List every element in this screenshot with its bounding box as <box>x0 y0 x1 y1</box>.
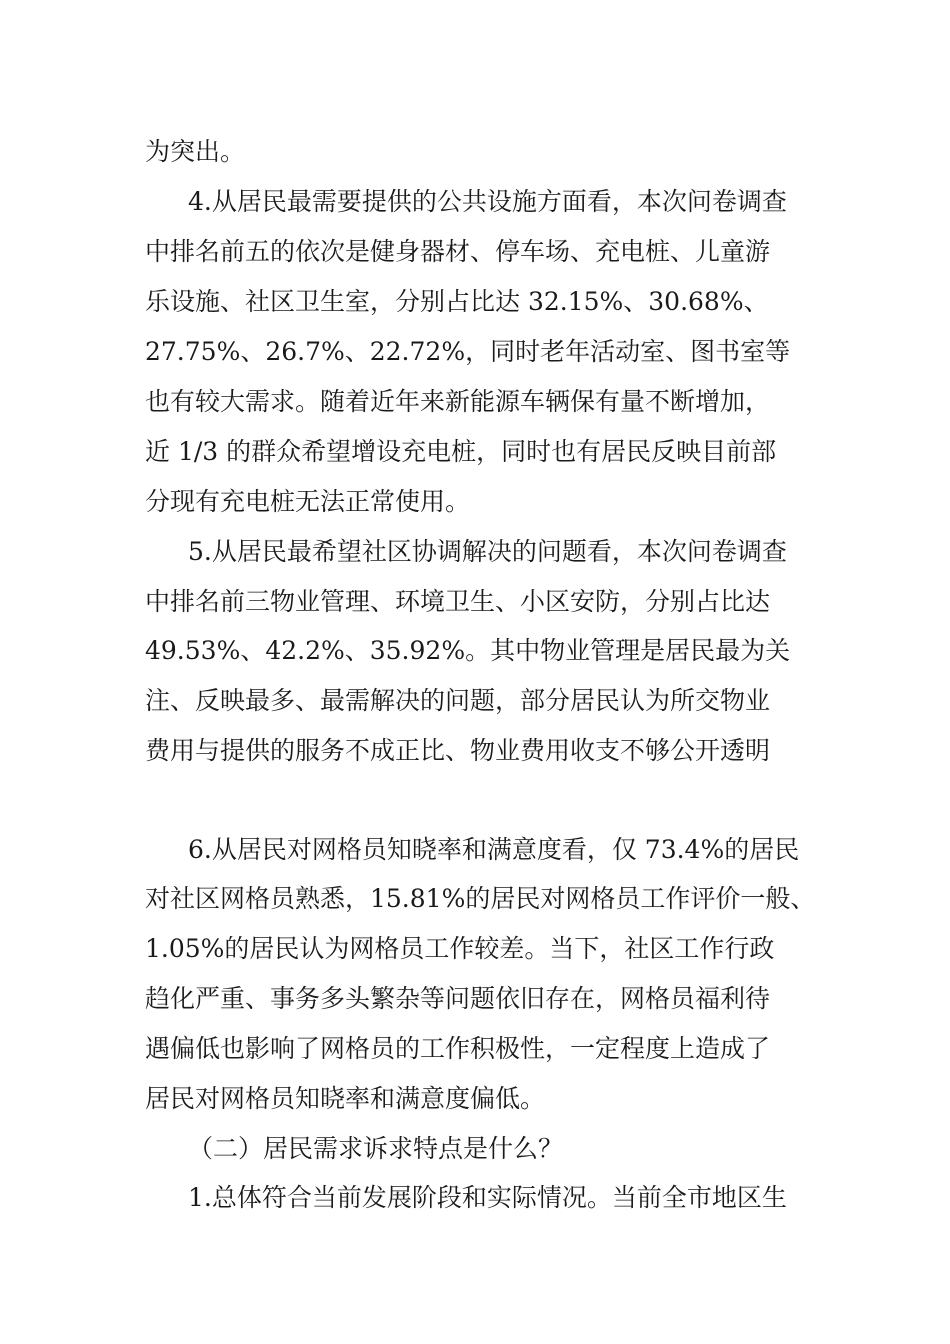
paragraph-first-line: 6.从居民对网格员知晓率和满意度看，仅 73.4%的居民 <box>188 835 800 864</box>
text-line: 对社区网格员熟悉，15.81%的居民对网格员工作评价一般、 <box>145 884 816 913</box>
text-line: 为突出。 <box>145 137 246 166</box>
text-line: 趋化严重、事务多头繁杂等问题依旧存在，网格员福利待 <box>145 984 771 1013</box>
text-line: 中排名前三物业管理、环境卫生、小区安防，分别占比达 <box>145 587 771 616</box>
paragraph-first-line: 4.从居民最需要提供的公共设施方面看，本次问卷调查 <box>188 187 787 216</box>
paragraph-first-line: 1.总体符合当前发展阶段和实际情况。当前全市地区生 <box>188 1183 787 1212</box>
text-line: 1.05%的居民认为网格员工作较差。当下，社区工作行政 <box>145 934 775 963</box>
text-line: 遇偏低也影响了网格员的工作积极性，一定程度上造成了 <box>145 1034 771 1063</box>
text-line: 也有较大需求。随着近年来新能源车辆保有量不断增加， <box>145 387 771 416</box>
section-heading: （二）居民需求诉求特点是什么？ <box>188 1134 564 1163</box>
text-line: 居民对网格员知晓率和满意度偏低。 <box>145 1084 546 1113</box>
text-line: 27.75%、26.7%、22.72%，同时老年活动室、图书室等 <box>145 337 791 366</box>
text-line: 中排名前五的依次是健身器材、停车场、充电桩、儿童游 <box>145 237 771 266</box>
text-line: 近 1/3 的群众希望增设充电桩，同时也有居民反映目前部 <box>145 437 777 466</box>
text-line: 费用与提供的服务不成正比、物业费用收支不够公开透明 <box>145 736 771 765</box>
paragraph-first-line: 5.从居民最希望社区协调解决的问题看，本次问卷调查 <box>188 537 787 566</box>
text-line: 乐设施、社区卫生室，分别占比达 32.15%、30.68%、 <box>145 287 769 316</box>
text-line: 49.53%、42.2%、35.92%。其中物业管理是居民最为关 <box>145 636 791 665</box>
text-line: 注、反映最多、最需解决的问题，部分居民认为所交物业 <box>145 686 771 715</box>
text-line: 分现有充电桩无法正常使用。 <box>145 487 471 516</box>
